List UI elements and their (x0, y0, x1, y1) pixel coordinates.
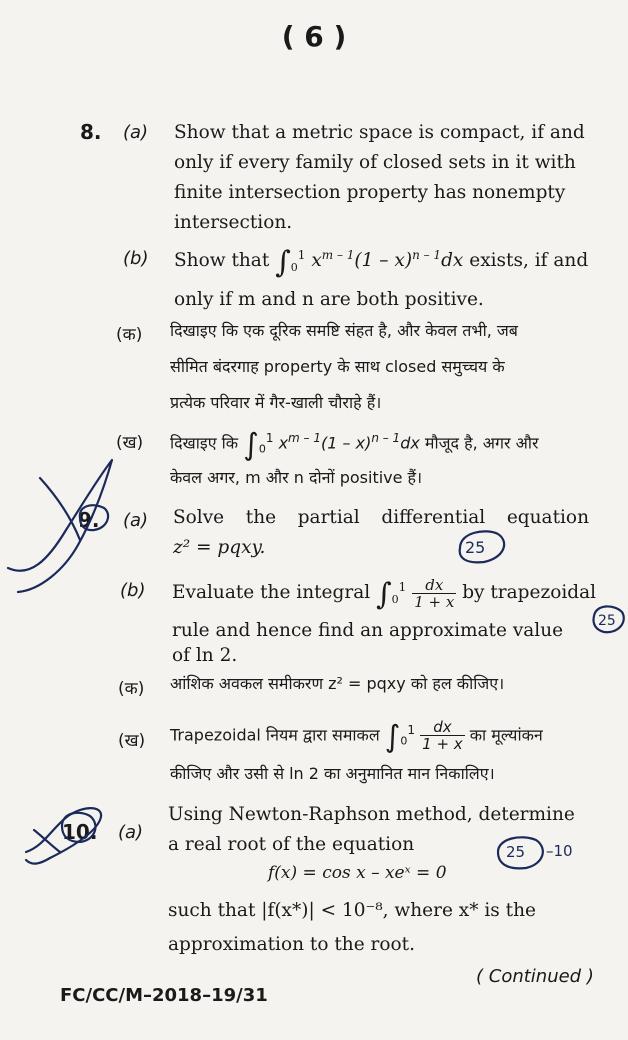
mark-q10: 25 (506, 843, 526, 861)
q8-kha-exists: मौजूद है, अगर और (424, 433, 539, 453)
q10a-line-4: such that |f(x*)| < 10⁻⁸, where x* is the (168, 900, 536, 921)
q9b-lower-limit: 0 (391, 592, 399, 606)
q8b-show-that: Show that (174, 250, 270, 272)
q9-kha-lower-limit: 0 (400, 734, 408, 748)
integral-sign: ∫ (376, 577, 392, 613)
q9-kha-text-1: Trapezoidal नियम द्वारा समाकल (170, 725, 380, 745)
q9b-fraction-denominator: 1 + x (414, 592, 455, 611)
q8b-exponent-n: n – 1 (412, 248, 442, 262)
q8-part-b-label: (b) (123, 248, 149, 269)
q8a-line-2: only if every family of closed sets in it with (174, 152, 576, 173)
q9a-equation: z² = pqxy. (173, 537, 266, 558)
q9-hindi-kha-label: (ख) (118, 731, 146, 751)
integral-sign: ∫ (384, 719, 401, 755)
q9-hindi-ka-text: आंशिक अवकल समीकरण z² = pqxy को हल कीजिए। (170, 674, 505, 693)
q10a-line-2: a real root of the equation (168, 834, 415, 855)
q9-kha-fraction-denominator: 1 + x (422, 735, 463, 754)
q8b-upper-limit: 1 (297, 248, 306, 262)
tick-mark-q9 (8, 460, 112, 592)
question-8-number: 8. (80, 120, 102, 144)
q9b-evaluate: Evaluate the integral (172, 582, 371, 604)
mark-q9b: 25 (598, 613, 616, 629)
q8-ka-line-3: प्रत्येक परिवार में गैर-खाली चौराहे हैं। (170, 393, 382, 412)
q8-hindi-kha-line-2: केवल अगर, m और n दोनों positive हैं। (170, 468, 423, 487)
q8-hindi-ka-label: (क) (116, 325, 143, 345)
tick-mark-q9-stroke (40, 478, 80, 540)
footer-paper-code: FC/CC/M–2018–19/31 (60, 985, 268, 1006)
q10a-line-1: Using Newton-Raphson method, determine (168, 804, 575, 825)
mark-q10-suffix: –10 (546, 842, 573, 860)
q8b-lower-limit: 0 (290, 260, 298, 274)
q8b-dx: dx (441, 250, 464, 272)
question-10-number: 10. (62, 820, 98, 844)
q8a-line-3: finite intersection property has nonempty (174, 182, 566, 203)
q10a-line-5: approximation to the root. (168, 934, 415, 955)
q9-kha-fraction-numerator: dx (420, 719, 465, 736)
q9a-line-1: Solve the partial differential equation (173, 507, 589, 528)
q9-part-b-line-2: rule and hence find an approximate value (172, 620, 564, 641)
q8-kha-one-minus-x: (1 – x) (321, 433, 372, 453)
q8-ka-line-2: सीमित बंदरगाह property के साथ closed समुच्चय के (170, 357, 505, 376)
q8-hindi-kha-label: (ख) (116, 433, 144, 453)
q8-kha-lower-limit: 0 (258, 442, 266, 456)
q8b-exponent-m: m – 1 (321, 248, 355, 262)
q9-hindi-ka-label: (क) (118, 679, 145, 699)
q8b-one-minus-x: (1 – x) (354, 250, 413, 272)
q8-kha-exp-m: m – 1 (288, 431, 321, 445)
q8-part-b-line-2: only if m and n are both positive. (174, 289, 484, 310)
question-9-number: 9. (78, 508, 100, 532)
q9-part-a-label: (a) (123, 510, 149, 531)
circle-question-9 (80, 505, 108, 530)
q8a-line-1: Show that a metric space is compact, if and (174, 122, 585, 143)
q9-part-b-line-3: of ln 2. (172, 645, 238, 666)
q10-part-a-label: (a) (118, 822, 144, 843)
q9-hindi-kha-line-2: कीजिए और उसी से ln 2 का अनुमानित मान निकालिए। (170, 764, 495, 783)
q8-kha-base-x: x (278, 433, 289, 453)
tick-mark-q10-stroke (34, 830, 60, 852)
q8-kha-exp-n: n – 1 (371, 431, 401, 445)
q9-kha-upper-limit: 1 (407, 723, 416, 737)
q10a-equation: f(x) = cos x – xeˣ = 0 (268, 863, 447, 883)
q8-kha-dx: dx (400, 433, 420, 453)
q8-ka-line-1: दिखाइए कि एक दूरिक समष्टि संहत है, और केवल तभी, जब (170, 321, 518, 340)
q8b-exists: exists, if and (469, 250, 589, 272)
page-number: ( 6 ) (281, 20, 347, 53)
q9-kha-text-2: का मूल्यांकन (469, 725, 543, 745)
q8-part-a-label: (a) (123, 122, 149, 143)
q8a-line-4: intersection. (174, 212, 293, 233)
integral-sign: ∫ (243, 427, 259, 463)
integral-sign: ∫ (275, 245, 291, 281)
q9b-upper-limit: 1 (398, 580, 407, 594)
q8b-base-x: x (311, 250, 322, 272)
q9b-fraction-numerator: dx (412, 577, 456, 594)
q9-part-b-label: (b) (120, 580, 146, 601)
q9b-by-trapezoidal: by trapezoidal (462, 582, 597, 604)
q8-kha-upper-limit: 1 (265, 431, 274, 445)
q8-kha-show: दिखाइए कि (170, 433, 239, 453)
continued-note: ( Continued ) (476, 966, 594, 987)
mark-q9a: 25 (465, 538, 486, 557)
